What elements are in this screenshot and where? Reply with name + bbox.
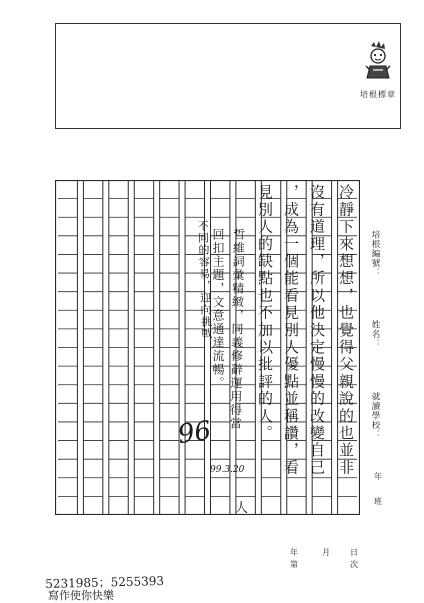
score: 96: [176, 415, 214, 451]
grader-comment-col2: 回扣主題，文意通達流暢。: [211, 228, 225, 390]
label-grade: 年: [374, 472, 382, 481]
grader-sign: 人: [235, 501, 249, 516]
label-name: 姓名：: [370, 320, 380, 349]
footer-phone-numbers: 5231985；5255393: [45, 573, 165, 591]
label-month: 月: [322, 548, 330, 557]
essay-line-3: ，成為一個能看見別人優點並稱讚，看: [282, 184, 300, 477]
label-day: 日: [350, 548, 358, 557]
grader-side-comment: 不同的容易，迎向挑戰: [195, 219, 214, 341]
essay-line-1: 冷靜下來想想，也覺得父親說的也並非: [337, 184, 355, 477]
essay-line-4: 見別人的缺點也不加以批評的人。: [256, 184, 274, 442]
bacon-mascot-icon: [363, 40, 393, 82]
label-number: 培根編號：: [370, 230, 380, 278]
label-class: 班: [374, 497, 382, 506]
grader-comment-col1: 哲維詞彙精緻，同義修辭運用得當: [228, 227, 246, 431]
grade-date: 99.3.20: [210, 465, 245, 475]
essay-line-2: 沒有道理，所以他決定慢慢的改變自己: [308, 184, 326, 477]
label-ci: 次: [350, 560, 358, 569]
footer-slogan: 寫作使你快樂: [48, 589, 114, 602]
stamp-label: 培根標章: [360, 90, 396, 99]
top-blank-box: [55, 23, 401, 129]
label-di: 第: [290, 560, 298, 569]
label-year: 年: [290, 548, 298, 557]
label-school: 就讀學校：: [370, 392, 380, 440]
